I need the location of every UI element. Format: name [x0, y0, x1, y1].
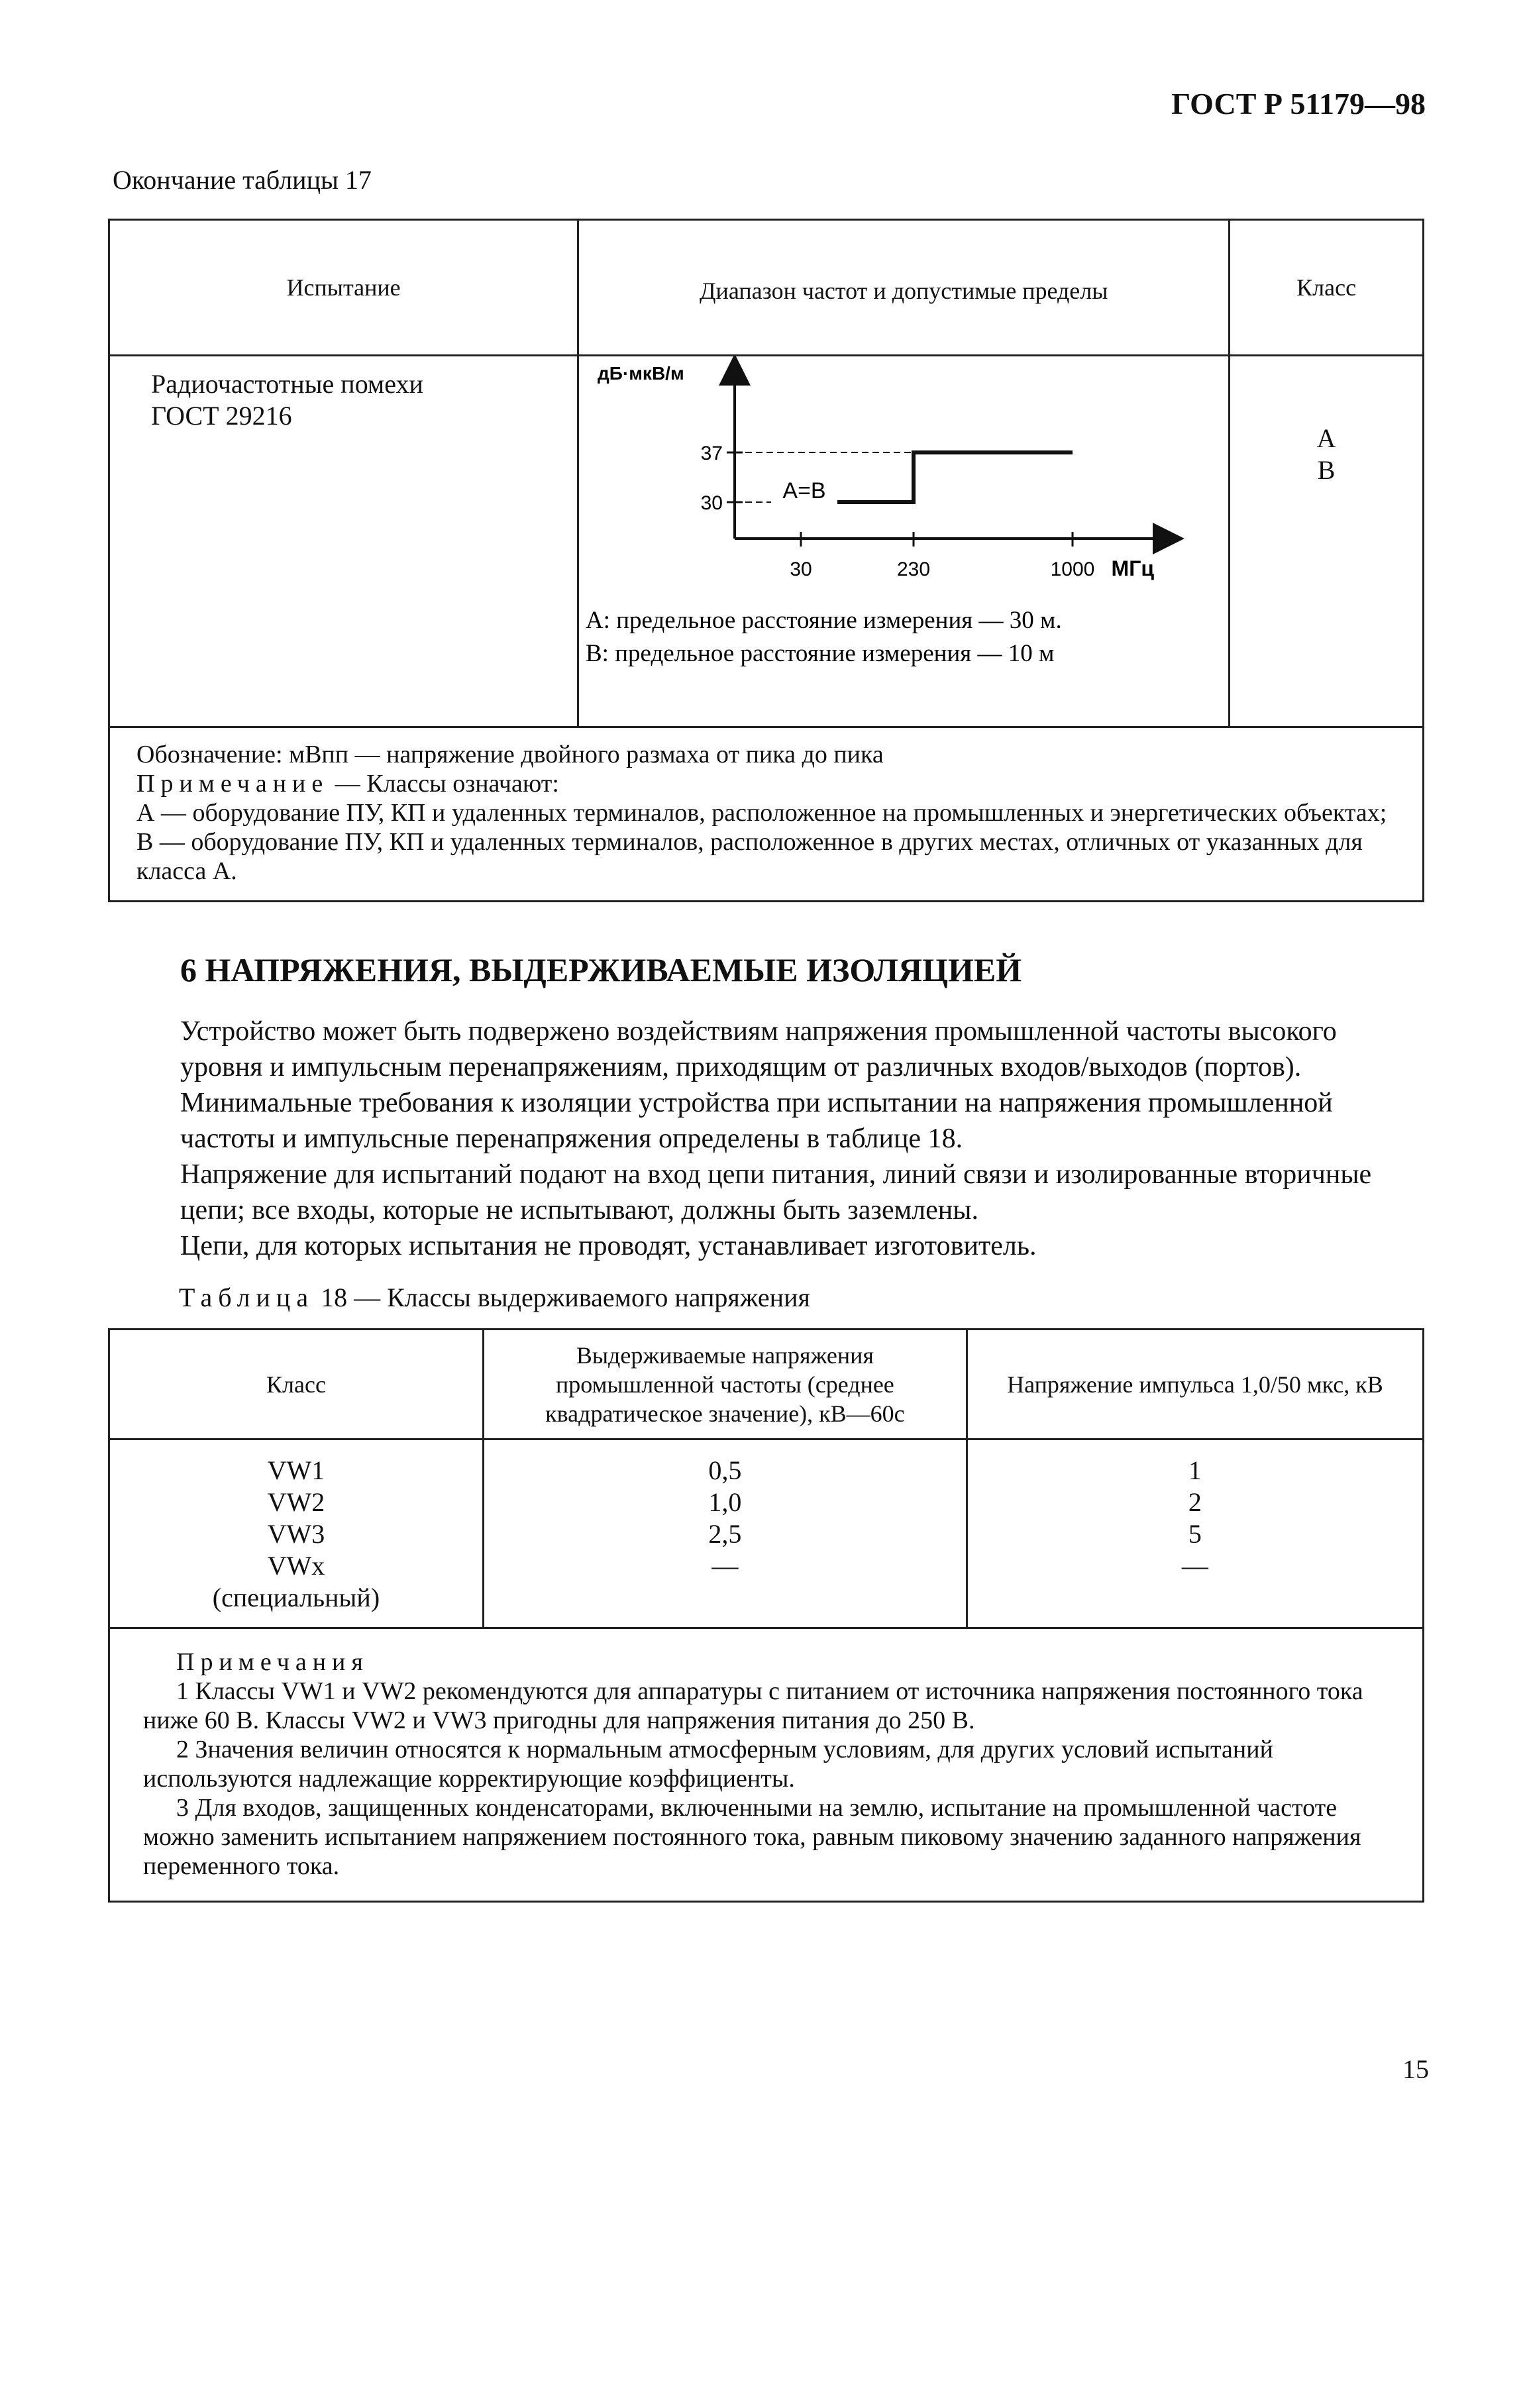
class-b: В — [1317, 455, 1336, 485]
note-title: Примечание — [136, 770, 329, 798]
table17-header-test: Испытание — [109, 220, 578, 356]
table18-caption — [179, 1282, 810, 1313]
test-standard: ГОСТ 29216 — [151, 401, 292, 431]
y-tick-label-37: 37 — [700, 443, 723, 464]
table17-class-cell — [1230, 356, 1424, 727]
table18-class-col — [109, 1440, 484, 1628]
table-18 — [108, 1328, 1424, 1903]
class-vw1: VW1 — [267, 1455, 325, 1485]
table17-caption: Окончание таблицы 17 — [113, 165, 372, 195]
table18-ac-col — [483, 1440, 967, 1628]
table18-caption-text: 18 — Классы выдерживаемого напряжения — [314, 1283, 810, 1312]
note-line — [136, 769, 1396, 798]
table17-notes — [109, 727, 1424, 902]
ac-vw1: 0,5 — [708, 1455, 742, 1485]
note-1: 1 Классы VW1 и VW2 рекомендуются для аппаратуры с питанием от источника напряжения постоянного тока ниже 60 В. Классы VW2 и VW3 пригодны для напряжения питания до 250 В. — [143, 1677, 1363, 1734]
paragraph-1: Устройство может быть подвержено воздействиям напряжения промышленной частоты высокого уровня и импульсным перенапряжениям, приходящим от различных входов/выходов (портов). — [180, 1016, 1337, 1082]
paragraph-2: Минимальные требования к изоляции устройства при испытании на напряжения промышленной частоты и импульсные перенапряжения определены в таблице 18. — [180, 1088, 1333, 1154]
ac-vw2: 1,0 — [708, 1487, 742, 1517]
x-tick-label-30: 30 — [790, 558, 812, 580]
table17-test-cell — [109, 356, 578, 727]
ac-vw3: 2,5 — [708, 1519, 742, 1549]
y-tick-label-30: 30 — [700, 492, 723, 514]
impulse-vw1: 1 — [1188, 1455, 1202, 1485]
class-vwx: VWx — [267, 1551, 325, 1581]
table18-header-impulse: Напряжение импульса 1,0/50 мкс, кВ — [967, 1330, 1423, 1440]
note-2: 2 Значения величин относятся к нормальным атмосферным условиям, для других условий испытаний используются надлежащие корректирующие коэффициенты. — [143, 1736, 1273, 1793]
x-tick-label-230: 230 — [897, 558, 931, 580]
notes-title: Примечания — [176, 1648, 369, 1676]
class-vw3: VW3 — [267, 1519, 325, 1549]
table18-caption-label: Таблица — [179, 1283, 315, 1312]
note-text: — Классы означают: — [329, 770, 559, 798]
class-vw2: VW2 — [267, 1487, 325, 1517]
class-a-description: А — оборудование ПУ, КП и удаленных терминалов, расположенное на промышленных и энергетических объектах; — [136, 799, 1387, 827]
limit-series-line — [801, 452, 1073, 502]
section-6-title: 6 НАПРЯЖЕНИЯ, ВЫДЕРЖИВАЕМЫЕ ИЗОЛЯЦИЕЙ — [180, 951, 1022, 988]
table18-header-ac: Выдерживаемые напряжения промышленной частоты (среднее квадратическое значение), кВ—60с — [483, 1330, 967, 1440]
note-3: 3 Для входов, защищенных конденсаторами, включенными на землю, испытание на промышленной частоте можно заменить испытанием напряжением постоянного тока, равным пиковому значению заданного напряжения переменного тока. — [143, 1794, 1361, 1880]
class-special: (специальный) — [212, 1583, 380, 1612]
table17-header-class: Класс — [1230, 220, 1424, 356]
limit-chart — [579, 356, 1228, 714]
ac-vwx: — — [711, 1551, 739, 1581]
class-a: А — [1316, 423, 1336, 453]
table17-header-range: Диапазон частот и допустимые пределы — [578, 220, 1230, 356]
paragraph-4: Цепи, для которых испытания не проводят, устанавливает изготовитель. — [180, 1231, 1037, 1261]
paragraph-3: Напряжение для испытаний подают на вход цепи питания, линий связи и изолированные вторичные цепи; все входы, которые не испытывают, должны быть заземлены. — [180, 1159, 1372, 1226]
legend-a: А: предельное расстояние измерения — 30 м. — [586, 607, 1062, 634]
table17-chart-cell — [578, 356, 1230, 727]
y-axis-label: дБ·мкВ/м — [598, 363, 684, 384]
impulse-vw2: 2 — [1188, 1487, 1202, 1517]
impulse-vwx: — — [1181, 1551, 1208, 1581]
table18-impulse-col — [967, 1440, 1423, 1628]
class-b-description: В — оборудование ПУ, КП и удаленных терминалов, расположенное в других местах, отличных от указанных для класса А. — [136, 828, 1363, 885]
designation-note: Обозначение: мВпп — напряжение двойного размаха от пика до пика — [136, 741, 884, 768]
x-tick-label-1000: 1000 — [1050, 558, 1095, 580]
table18-header-class: Класс — [109, 1330, 484, 1440]
x-axis-unit: МГц — [1111, 556, 1155, 580]
impulse-vw3: 5 — [1188, 1519, 1202, 1549]
table-17 — [108, 219, 1424, 902]
series-label: А=В — [782, 478, 826, 503]
legend-b: В: предельное расстояние измерения — 10 м — [586, 640, 1055, 667]
section-6-body — [180, 1014, 1426, 1264]
document-code: ГОСТ Р 51179—98 — [1171, 87, 1426, 121]
test-name: Радиочастотные помехи — [151, 369, 423, 399]
table18-notes — [109, 1628, 1424, 1902]
page-number: 15 — [1402, 2054, 1429, 2084]
